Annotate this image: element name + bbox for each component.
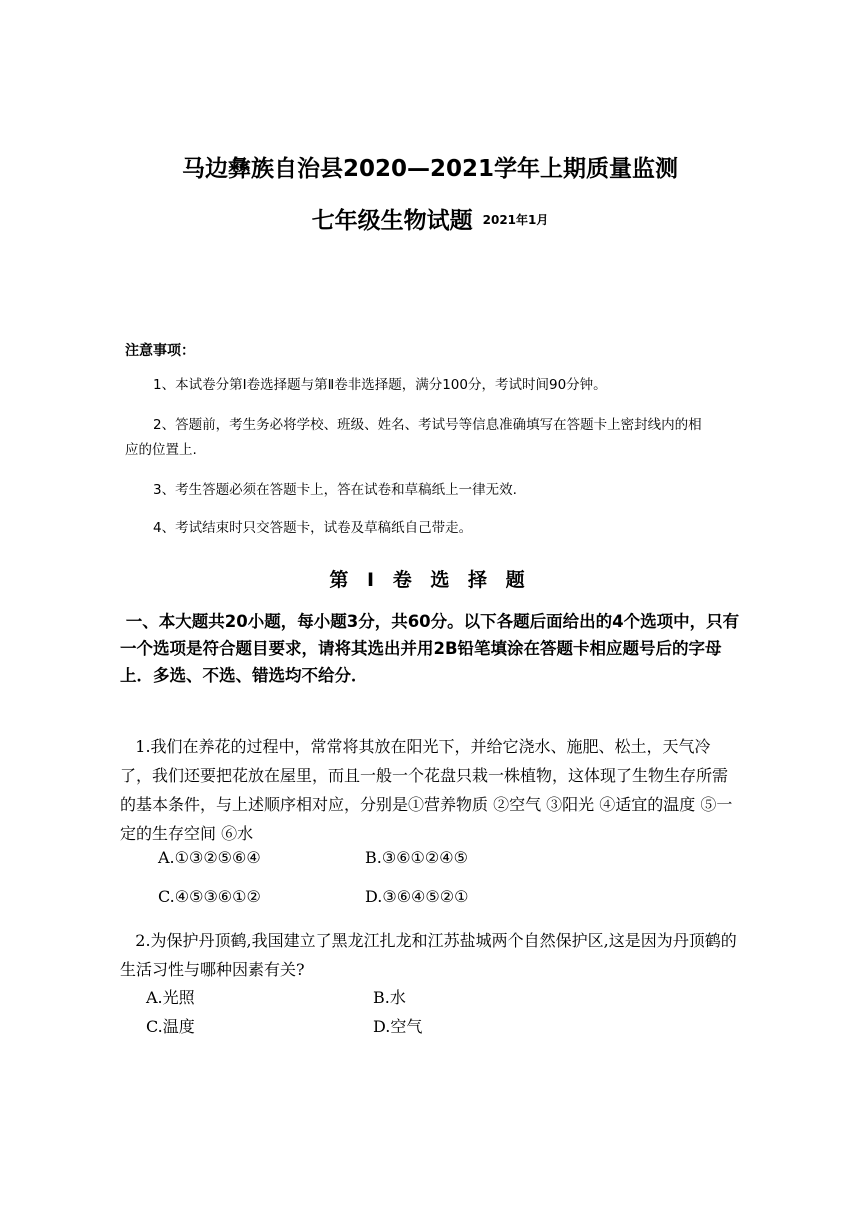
option-b: B.水 [373, 988, 406, 1007]
option-b: B.③⑥①②④⑤ [365, 848, 468, 867]
option-a: A.光照 [146, 988, 195, 1007]
option-c: C.温度 [146, 1017, 195, 1036]
exam-date: 2021年1月 [482, 213, 549, 227]
notice-item: 4、考试结束时只交答题卡，试卷及草稿纸自己带走。 [153, 520, 473, 536]
notice-item: 3、考生答题必须在答题卡上，答在试卷和草稿纸上一律无效. [153, 482, 517, 498]
notice-item: 2、答题前，考生务必将学校、班级、姓名、考试号等信息准确填写在答题卡上密封线内的相应的位置上. [125, 417, 702, 458]
option-d: D.③⑥④⑤②① [365, 887, 469, 906]
option-c: C.④⑤③⑥①② [158, 887, 261, 906]
section-instructions: 一、本大题共20小题，每小题3分，共60分。以下各题后面给出的4个选项中，只有一个选项是符合题目要求，请将其选出并用2B铅笔填涂在答题卡相应题号后的字母上．多选、不选、错选均不给分． [120, 612, 740, 685]
question-stem: 1.我们在养花的过程中，常常将其放在阳光下，并给它浇水、施肥、松土，天气冷了，我们还要把花放在屋里，而且一般一个花盘只栽一株植物，这体现了生物生存所需的基本条件，与上述顺序相对应，分别是①营养物质 ②空气 ③阳光 ④适宜的温度 ⑤一定的生存空间 ⑥水 [120, 737, 733, 843]
question-stem: 2.为保护丹顶鹤,我国建立了黑龙江扎龙和江苏盐城两个自然保护区,这是因为丹顶鹤的生活习性与哪种因素有关? [120, 931, 737, 979]
exam-subtitle [0, 202, 860, 235]
notice-item: 1、本试卷分第Ⅰ卷选择题与第Ⅱ卷非选择题，满分100分，考试时间90分钟。 [153, 377, 607, 393]
section-title: 第 Ⅰ 卷 选 择 题 [329, 569, 531, 591]
exam-title: 马边彝族自治县2020—2021学年上期质量监测 [181, 156, 679, 182]
subject-title: 七年级生物试题 [311, 208, 473, 234]
option-a: A.①③②⑤⑥④ [158, 848, 261, 867]
notice-heading: 注意事项： [125, 343, 195, 359]
option-d: D.空气 [373, 1017, 423, 1036]
